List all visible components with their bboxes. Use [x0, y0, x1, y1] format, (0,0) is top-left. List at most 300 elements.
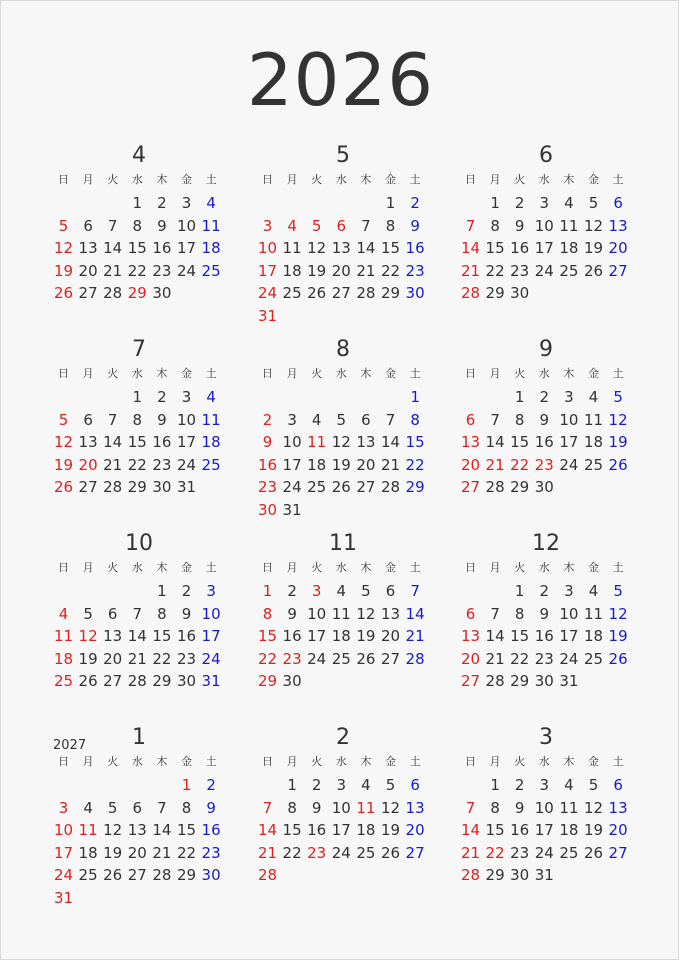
day-cell: 4 [564, 776, 574, 794]
day-cell: 4 [588, 582, 599, 600]
day-cell: 25 [53, 672, 74, 691]
day-cell: 24 [559, 649, 579, 668]
day-cell: 19 [53, 455, 74, 474]
day-cell: 8 [157, 604, 167, 623]
weekday-label: 水 [131, 561, 143, 574]
month-number: 4 [132, 143, 146, 168]
day-cell: 18 [331, 627, 351, 646]
weekday-label: 金 [385, 561, 396, 574]
day-cell: 25 [201, 261, 221, 280]
day-cell: 15 [257, 627, 278, 646]
weekday-label: 金 [588, 173, 599, 186]
day-cell: 5 [336, 410, 347, 429]
day-cell: 9 [539, 410, 550, 429]
day-cell: 25 [356, 843, 376, 862]
day-cell: 30 [257, 501, 278, 519]
day-cell: 12 [103, 821, 123, 840]
month-number: 8 [336, 337, 350, 362]
day-cell: 31 [534, 866, 554, 885]
day-cell: 15 [510, 433, 530, 452]
day-cell: 17 [176, 239, 197, 258]
day-cell: 12 [380, 798, 401, 817]
day-cell: 12 [608, 604, 628, 623]
day-cell: 14 [460, 821, 481, 840]
weekday-header [458, 560, 634, 576]
day-cell: 22 [510, 649, 530, 668]
weekday-label: 木 [156, 561, 168, 574]
day-cell: 13 [331, 239, 351, 258]
day-cell: 11 [201, 216, 221, 235]
day-cell: 7 [107, 410, 118, 429]
day-cell: 28 [103, 284, 123, 303]
day-cell: 6 [465, 410, 476, 429]
day-cell: 10 [307, 604, 327, 623]
day-cell: 19 [608, 627, 628, 646]
day-cell: 6 [132, 798, 143, 817]
day-cell: 23 [201, 843, 221, 862]
day-cell: 19 [78, 649, 98, 668]
day-cell: 31 [53, 889, 74, 907]
month-number: 5 [336, 143, 350, 168]
day-cell: 27 [460, 672, 481, 691]
day-cell: 1 [262, 582, 273, 600]
day-cell: 6 [336, 216, 347, 235]
weekday-header [51, 366, 227, 382]
day-cell: 14 [485, 433, 505, 452]
day-cell: 7 [490, 604, 500, 623]
day-cell: 25 [78, 866, 98, 885]
day-cell: 17 [559, 433, 579, 452]
day-cell: 7 [262, 798, 273, 817]
day-cell: 3 [181, 194, 192, 212]
day-cell: 18 [53, 649, 74, 668]
day-cell: 20 [460, 649, 481, 668]
day-cell: 18 [559, 821, 579, 840]
weekday-label: 月 [286, 173, 298, 186]
day-cell: 19 [380, 821, 401, 840]
day-cell: 17 [176, 433, 197, 452]
day-cell: 23 [534, 455, 554, 474]
weekday-label: 月 [82, 561, 94, 574]
day-cell: 4 [206, 194, 216, 212]
day-cell: 8 [132, 410, 143, 429]
weekday-label: 水 [335, 561, 347, 574]
day-cell: 3 [58, 798, 69, 817]
day-cell: 6 [613, 776, 623, 794]
day-cell: 14 [405, 604, 425, 623]
weekday-label: 金 [181, 173, 192, 186]
day-cell: 1 [157, 582, 167, 600]
day-cell: 6 [465, 604, 476, 623]
day-cell: 18 [356, 821, 376, 840]
day-cell: 21 [103, 455, 123, 474]
weekday-label: 日 [58, 561, 69, 574]
weekday-label: 月 [82, 367, 94, 380]
day-cell: 13 [78, 239, 98, 258]
day-cell: 26 [331, 478, 351, 497]
day-cell: 21 [405, 627, 425, 646]
day-cell: 28 [485, 672, 505, 691]
day-cell: 16 [201, 821, 221, 840]
day-cell: 29 [510, 672, 530, 691]
day-cell: 13 [356, 433, 376, 452]
day-cell: 3 [539, 776, 550, 794]
day-cell: 9 [514, 216, 525, 235]
day-cell: 4 [58, 604, 69, 623]
weekday-label: 土 [612, 561, 624, 574]
day-cell: 13 [608, 798, 628, 817]
day-cell: 29 [380, 284, 401, 303]
day-cell: 29 [176, 866, 197, 885]
day-cell: 10 [257, 239, 278, 258]
day-cell: 5 [58, 410, 69, 429]
weekday-label: 木 [563, 367, 575, 380]
day-cell: 8 [490, 798, 500, 817]
day-cell: 19 [53, 261, 74, 280]
day-cell: 3 [564, 388, 574, 406]
weekday-header [255, 754, 431, 770]
weekday-label: 金 [181, 367, 192, 380]
day-cell: 4 [311, 410, 322, 429]
weekday-header [255, 366, 431, 382]
day-cell: 30 [152, 284, 172, 303]
day-cell: 9 [311, 798, 322, 817]
day-cell: 9 [262, 433, 273, 452]
day-cell: 18 [201, 433, 221, 452]
month-number: 1 [132, 725, 146, 750]
day-cell: 5 [311, 216, 322, 235]
day-cell: 28 [152, 866, 172, 885]
day-cell: 10 [331, 798, 351, 817]
day-cell: 4 [564, 194, 574, 212]
weekday-label: 月 [82, 173, 94, 186]
day-cell: 6 [385, 582, 396, 600]
day-cell: 2 [157, 388, 167, 406]
weekday-label: 金 [385, 755, 396, 768]
weekday-label: 月 [489, 755, 501, 768]
day-cell: 21 [152, 843, 172, 862]
day-cell: 1 [132, 194, 143, 212]
weekday-header [255, 172, 431, 188]
day-cell: 17 [534, 821, 554, 840]
day-cell: 29 [485, 284, 505, 303]
day-cell: 17 [282, 455, 302, 474]
day-cell: 16 [152, 239, 172, 258]
day-cell: 13 [460, 433, 481, 452]
day-cell: 5 [385, 776, 396, 794]
weekday-label: 土 [612, 173, 624, 186]
day-cell: 13 [608, 216, 628, 235]
day-cell: 9 [157, 410, 167, 429]
weekday-label: 火 [107, 367, 119, 380]
weekday-label: 火 [514, 755, 526, 768]
day-cell: 1 [514, 582, 525, 600]
day-cell: 7 [107, 216, 118, 235]
weekday-label: 土 [205, 173, 217, 186]
day-cell: 2 [539, 388, 550, 406]
weekday-label: 土 [409, 755, 421, 768]
day-cell: 16 [534, 627, 554, 646]
day-cell: 11 [583, 410, 604, 429]
day-cell: 11 [559, 798, 579, 817]
day-cell: 2 [262, 410, 273, 429]
day-cell: 26 [583, 261, 604, 280]
day-cell: 20 [460, 455, 481, 474]
day-cell: 2 [206, 776, 216, 794]
day-cell: 15 [485, 821, 505, 840]
weekday-label: 土 [409, 367, 421, 380]
day-cell: 15 [380, 239, 401, 258]
day-cell: 18 [559, 239, 579, 258]
day-cell: 22 [152, 649, 172, 668]
day-cell: 21 [127, 649, 147, 668]
day-cell: 5 [107, 798, 118, 817]
weekday-label: 水 [335, 755, 347, 768]
day-cell: 24 [176, 455, 197, 474]
day-cell: 3 [181, 388, 192, 406]
weekday-label: 金 [588, 755, 599, 768]
weekday-label: 日 [465, 173, 476, 186]
day-cell: 29 [152, 672, 172, 691]
day-cell: 18 [282, 261, 302, 280]
day-cell: 7 [385, 410, 396, 429]
day-cell: 12 [583, 216, 604, 235]
day-cell: 14 [356, 239, 376, 258]
weekday-label: 木 [360, 173, 372, 186]
day-cell: 24 [257, 284, 278, 303]
day-cell: 23 [152, 455, 172, 474]
day-cell: 5 [588, 194, 599, 212]
day-cell: 1 [132, 388, 143, 406]
day-cell: 27 [103, 672, 123, 691]
day-cell: 15 [127, 239, 147, 258]
day-cell: 10 [534, 216, 554, 235]
day-cell: 4 [83, 798, 93, 817]
day-cell: 30 [201, 866, 221, 885]
day-cell: 20 [103, 649, 123, 668]
weekday-label: 月 [489, 561, 501, 574]
day-cell: 29 [485, 866, 505, 885]
day-cell: 24 [307, 649, 327, 668]
day-cell: 11 [78, 821, 98, 840]
day-cell: 8 [490, 216, 500, 235]
day-cell: 9 [287, 604, 297, 623]
day-cell: 1 [514, 388, 525, 406]
day-cell: 9 [539, 604, 550, 623]
weekday-label: 金 [181, 755, 192, 768]
day-cell: 18 [78, 843, 98, 862]
weekday-label: 土 [409, 561, 421, 574]
weekday-label: 金 [385, 173, 396, 186]
day-cell: 25 [559, 843, 579, 862]
day-cell: 2 [539, 582, 550, 600]
day-cell: 10 [559, 410, 579, 429]
weekday-label: 水 [538, 173, 550, 186]
day-cell: 6 [361, 410, 371, 429]
weekday-label: 木 [563, 173, 575, 186]
day-cell: 8 [410, 410, 420, 429]
day-cell: 2 [157, 194, 167, 212]
weekday-label: 火 [514, 561, 526, 574]
day-cell: 12 [53, 239, 74, 258]
day-cell: 30 [176, 672, 197, 691]
day-cell: 17 [534, 239, 554, 258]
day-cell: 26 [53, 284, 74, 303]
day-cell: 5 [613, 582, 623, 600]
weekday-label: 木 [156, 367, 168, 380]
day-cell: 21 [485, 455, 505, 474]
day-cell: 27 [78, 478, 98, 497]
day-cell: 11 [201, 410, 221, 429]
weekday-label: 日 [262, 173, 273, 186]
day-cell: 6 [410, 776, 420, 794]
weekday-header [51, 560, 227, 576]
weekday-label: 水 [131, 173, 143, 186]
day-cell: 17 [559, 627, 579, 646]
day-cell: 11 [559, 216, 579, 235]
day-cell: 30 [534, 672, 554, 691]
day-cell: 26 [380, 843, 401, 862]
day-cell: 30 [510, 866, 530, 885]
weekday-label: 水 [538, 561, 550, 574]
day-cell: 24 [534, 261, 554, 280]
day-cell: 16 [534, 433, 554, 452]
weekday-label: 金 [588, 367, 599, 380]
weekday-label: 土 [612, 367, 624, 380]
weekday-label: 月 [489, 367, 501, 380]
day-cell: 1 [385, 194, 396, 212]
day-cell: 28 [460, 284, 481, 303]
day-cell: 23 [405, 261, 425, 280]
day-cell: 27 [405, 843, 425, 862]
weekday-label: 火 [514, 367, 526, 380]
day-cell: 26 [608, 649, 628, 668]
day-cell: 13 [78, 433, 98, 452]
weekday-label: 火 [311, 173, 323, 186]
day-cell: 22 [485, 261, 505, 280]
day-cell: 22 [127, 455, 147, 474]
day-cell: 20 [331, 261, 351, 280]
weekday-label: 金 [588, 561, 599, 574]
day-cell: 13 [405, 798, 425, 817]
day-cell: 29 [405, 478, 425, 497]
year-title: 2026 [246, 38, 435, 122]
weekday-label: 日 [465, 755, 476, 768]
day-cell: 27 [356, 478, 376, 497]
day-cell: 23 [152, 261, 172, 280]
day-cell: 12 [608, 410, 628, 429]
day-cell: 13 [127, 821, 147, 840]
day-cell: 19 [103, 843, 123, 862]
day-cell: 26 [78, 672, 98, 691]
day-cell: 30 [152, 478, 172, 497]
weekday-label: 火 [107, 561, 119, 574]
day-cell: 5 [361, 582, 371, 600]
day-cell: 23 [307, 843, 327, 862]
day-cell: 18 [307, 455, 327, 474]
day-cell: 14 [380, 433, 401, 452]
day-cell: 22 [257, 649, 278, 668]
weekday-header [255, 560, 431, 576]
month-number: 12 [532, 531, 560, 556]
day-cell: 7 [465, 216, 476, 235]
weekday-label: 土 [205, 367, 217, 380]
weekday-label: 木 [156, 755, 168, 768]
day-cell: 27 [380, 649, 401, 668]
day-cell: 16 [176, 627, 197, 646]
day-cell: 23 [510, 843, 530, 862]
weekday-label: 水 [538, 755, 550, 768]
day-cell: 14 [103, 239, 123, 258]
day-cell: 12 [583, 798, 604, 817]
day-cell: 23 [534, 649, 554, 668]
day-cell: 5 [58, 216, 69, 235]
day-cell: 10 [534, 798, 554, 817]
day-cell: 3 [287, 410, 297, 429]
day-cell: 23 [282, 649, 302, 668]
day-cell: 31 [201, 672, 221, 691]
day-cell: 9 [206, 798, 216, 817]
day-cell: 26 [356, 649, 376, 668]
day-cell: 12 [307, 239, 327, 258]
day-cell: 2 [311, 776, 322, 794]
day-cell: 3 [539, 194, 550, 212]
day-cell: 24 [331, 843, 351, 862]
day-cell: 12 [331, 433, 351, 452]
weekday-label: 日 [262, 755, 273, 768]
day-cell: 28 [103, 478, 123, 497]
day-cell: 28 [485, 478, 505, 497]
day-cell: 26 [583, 843, 604, 862]
day-cell: 13 [380, 604, 401, 623]
day-cell: 10 [559, 604, 579, 623]
day-cell: 29 [257, 672, 278, 691]
weekday-label: 木 [156, 173, 168, 186]
day-cell: 27 [78, 284, 98, 303]
day-cell: 6 [83, 410, 93, 429]
day-cell: 10 [176, 216, 197, 235]
day-cell: 11 [356, 798, 376, 817]
weekday-label: 日 [262, 367, 273, 380]
day-cell: 22 [282, 843, 302, 862]
day-cell: 17 [201, 627, 221, 646]
weekday-label: 土 [205, 561, 217, 574]
day-cell: 28 [356, 284, 376, 303]
month-number: 3 [539, 725, 553, 750]
day-cell: 7 [361, 216, 371, 235]
weekday-label: 火 [107, 755, 119, 768]
day-cell: 6 [83, 216, 93, 235]
day-cell: 30 [405, 284, 425, 303]
day-cell: 9 [514, 798, 525, 817]
day-cell: 20 [380, 627, 401, 646]
month-number: 9 [539, 337, 553, 362]
weekday-label: 木 [360, 755, 372, 768]
day-cell: 28 [405, 649, 425, 668]
day-cell: 8 [287, 798, 297, 817]
day-cell: 28 [380, 478, 401, 497]
day-cell: 15 [176, 821, 197, 840]
day-cell: 20 [127, 843, 147, 862]
day-cell: 28 [127, 672, 147, 691]
day-cell: 16 [152, 433, 172, 452]
day-cell: 27 [460, 478, 481, 497]
day-cell: 8 [514, 410, 525, 429]
day-cell: 25 [282, 284, 302, 303]
day-cell: 8 [514, 604, 525, 623]
day-cell: 12 [356, 604, 376, 623]
day-cell: 19 [356, 627, 376, 646]
